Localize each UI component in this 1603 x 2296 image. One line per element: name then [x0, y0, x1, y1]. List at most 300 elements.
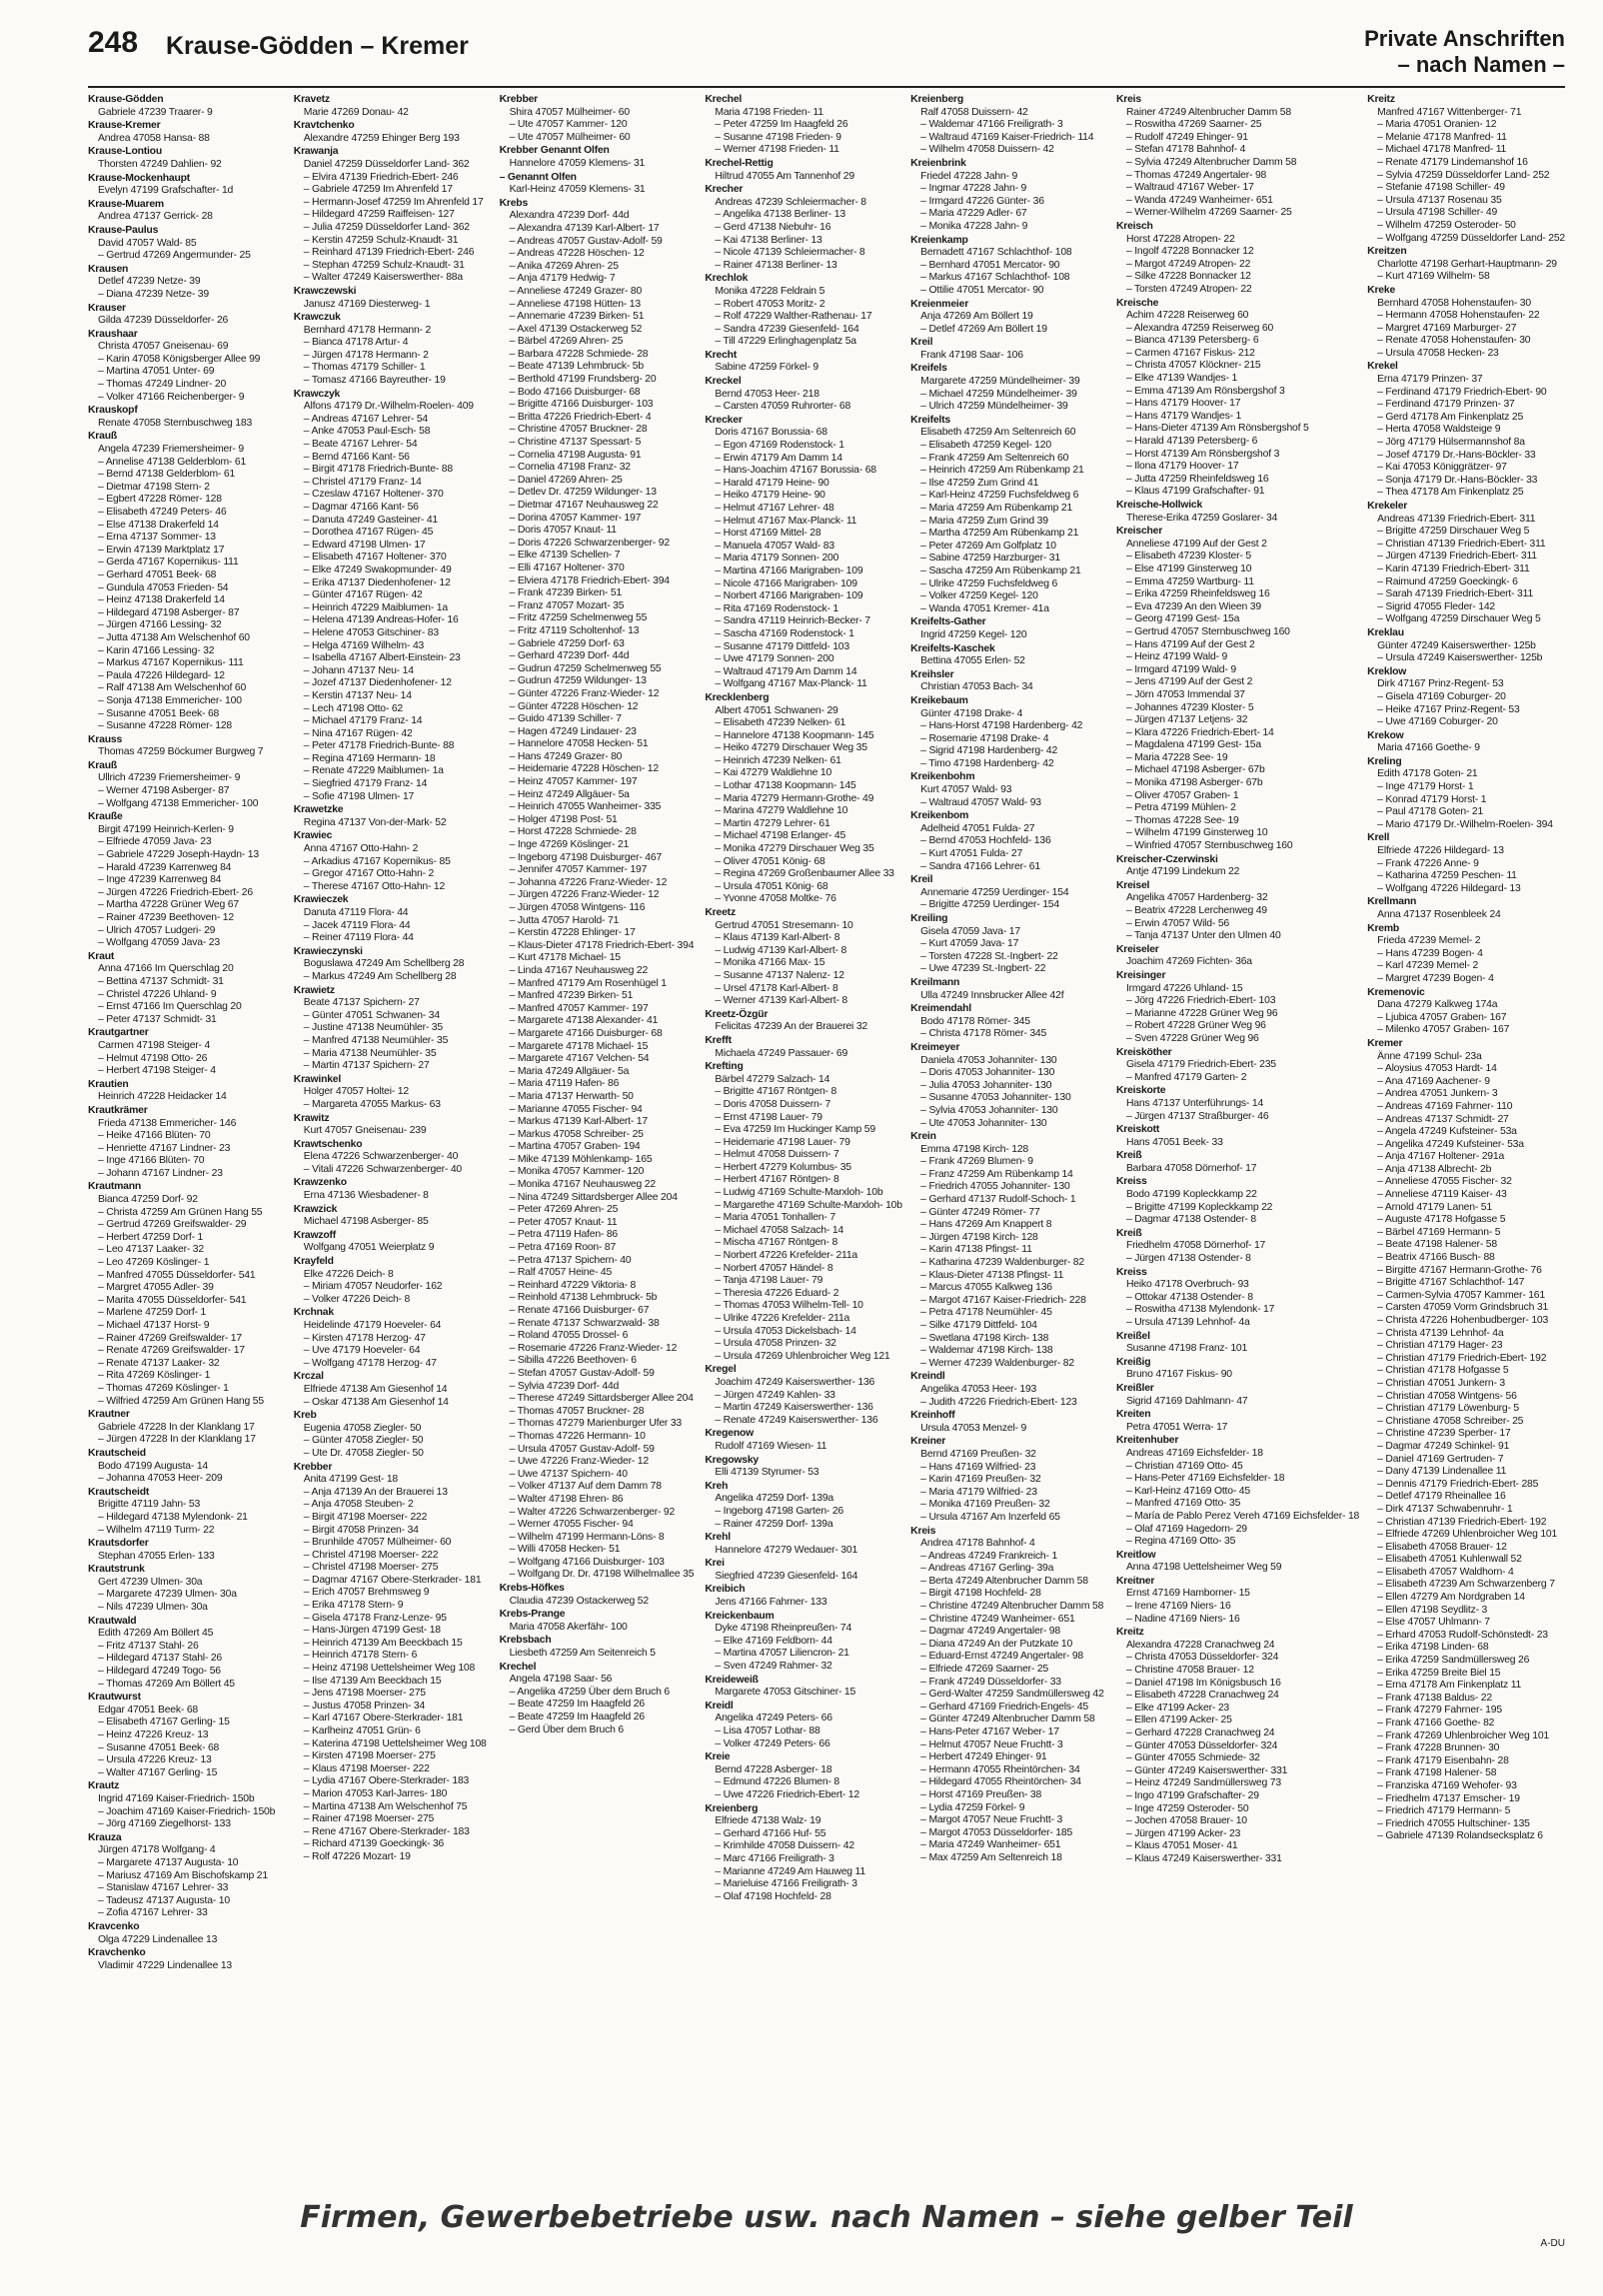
directory-entry — [910, 1371, 1108, 1409]
entry-line: – Sandra 47119 Heinrich-Becker- 7 — [715, 615, 870, 627]
entry-surname: Kreißel — [1115, 1330, 1150, 1342]
entry-line: – Hans 47179 Wandjes- 1 — [1125, 410, 1242, 422]
entry-line: – Roswitha 47269 Saarner- 25 — [1125, 119, 1262, 131]
entry-line: – Werner 47198 Asberger- 87 — [98, 785, 230, 797]
entry-line: – Reiner 47119 Flora- 44 — [303, 932, 414, 944]
entry-line: Alexandra 47228 Cranachweg 24 — [1125, 1639, 1275, 1651]
entry-line: – Rainer 47138 Berliner- 13 — [715, 259, 837, 271]
entry-line: – Uwe 47169 Coburger- 20 — [1377, 716, 1498, 728]
entry-line: – Jürgen 47228 In der Klanklang 17 — [98, 1434, 256, 1446]
entry-line: Heidelinde 47179 Hoeveler- 64 — [303, 1320, 442, 1331]
entry-line: – Gerd-Walter 47259 Sandmüllersweg 42 — [920, 1689, 1104, 1701]
entry-line: – Maria 47259 Am Rübenkamp 21 — [920, 503, 1073, 514]
entry-line: – Erika 47259 Breite Biel 15 — [1377, 1667, 1501, 1679]
entry-line: – Raimund 47259 Goeckingk- 6 — [1377, 575, 1518, 587]
entry-line: – Karlheinz 47051 Grün- 6 — [303, 1725, 421, 1736]
entry-line: – Uve 47179 Hoeveler- 64 — [303, 1345, 421, 1357]
entry-line: – Bernd 47166 Kant- 56 — [303, 451, 410, 463]
entry-line: – Manuela 47057 Wald- 83 — [715, 540, 834, 552]
entry-line: – Ursel 47178 Karl-Albert- 8 — [715, 982, 838, 994]
entry-line: – Susanne 47228 Römer- 128 — [98, 720, 233, 732]
entry-line: – Elisabeth 47239 Nelken- 61 — [715, 717, 846, 729]
entry-line: – Leo 47137 Laaker- 32 — [98, 1244, 204, 1256]
entry-line: Ingrid 47169 Kaiser-Friedrich- 150b — [98, 1792, 255, 1804]
directory-entry — [910, 643, 1108, 668]
entry-line: – Theresia 47226 Eduard- 2 — [715, 1287, 839, 1299]
entry-surname: Krauser — [88, 302, 126, 314]
entry-line: – Wolfgang Dr. Dr. 47198 Wilhelmallee 35 — [509, 1569, 695, 1581]
entry-line: – Lech 47198 Otto- 62 — [303, 702, 403, 714]
directory-entry — [294, 120, 492, 145]
entry-line: – Marianne 47249 Am Hauweg 11 — [715, 1865, 865, 1877]
entry-line: – Wanda 47051 Kremer- 41a — [920, 602, 1049, 614]
page-footer — [88, 2194, 1565, 2254]
entry-line: – Inge 47239 Karrenweg 84 — [98, 874, 222, 886]
entry-line: – Marianne 47228 Grüner Weg 96 — [1125, 1007, 1278, 1019]
entry-line: – Sandra 47239 Giesenfeld- 164 — [715, 323, 859, 335]
entry-line: Daniel 47259 Düsseldorfer Land- 362 — [303, 158, 470, 170]
entry-surname: Kreischer-Czerwinski — [1115, 853, 1218, 865]
entry-line: – Karl 47167 Obere-Sterkrader- 181 — [303, 1713, 464, 1724]
entry-surname: Krchnak — [293, 1307, 334, 1319]
entry-line: – Vitali 47226 Schwarzenberger- 40 — [303, 1163, 462, 1175]
directory-entry — [1116, 854, 1359, 879]
entry-line: – Ingmar 47228 Jahn- 9 — [920, 183, 1027, 195]
entry-line: – Emma 47139 Am Rönsbergshof 3 — [1125, 385, 1285, 397]
entry-surname: Krechel — [499, 1661, 537, 1673]
entry-line: – Hans 47169 Wilfried- 23 — [920, 1461, 1036, 1473]
entry-line: Kurt 47057 Gneisenau- 239 — [303, 1125, 427, 1137]
entry-line: – Detlef 47179 Rheinallee 16 — [1377, 1491, 1506, 1503]
entry-line: – Günter 47228 Höschen- 12 — [509, 700, 639, 712]
entry-line: – Reinhard 47229 Viktoria- 8 — [509, 1279, 637, 1291]
entry-line: Joachim 47269 Fichten- 36a — [1125, 956, 1252, 968]
directory-entry — [705, 273, 902, 349]
entry-line: – Martina 47166 Marigraben- 109 — [715, 565, 863, 576]
directory-entry — [88, 431, 286, 732]
entry-surname: Kraushaar — [88, 328, 138, 340]
entry-line: – Cornelia 47198 Franz- 32 — [509, 462, 631, 474]
entry-line: – Mischa 47167 Röntgen- 8 — [715, 1237, 838, 1249]
directory-entry — [705, 1481, 902, 1531]
entry-line: – Berta 47249 Altenbrucher Damm 58 — [920, 1575, 1088, 1587]
entry-line: – Heinrich 47259 Am Rübenkamp 21 — [920, 465, 1084, 477]
entry-line: – Thomas 47249 Lindner- 20 — [98, 379, 227, 391]
entry-line: Michaela 47249 Passauer- 69 — [715, 1047, 848, 1059]
entry-line: – Elisabeth 47239 Am Schwarzenberg 7 — [1377, 1579, 1555, 1591]
entry-line: Ulla 47249 Innsbrucker Allee 42f — [920, 989, 1064, 1001]
entry-line: – Ingolf 47228 Bonnacker 12 — [1125, 246, 1254, 258]
entry-line: – Justus 47058 Prinzen- 34 — [303, 1700, 426, 1712]
entry-surname: Kreilmann — [910, 976, 960, 988]
entry-line: – Wolfgang 47059 Java- 23 — [98, 937, 220, 949]
entry-line: – Gregor 47167 Otto-Hahn- 2 — [303, 868, 435, 880]
entry-surname: Kremer — [1367, 1037, 1403, 1049]
entry-line: – Gerhard 47166 Huf- 55 — [715, 1827, 826, 1839]
entry-line: – Gabriele 47139 Rolandsecksplatz 6 — [1377, 1830, 1543, 1842]
entry-surname: Krechel — [705, 94, 743, 105]
entry-line: – Renate 47058 Hohenstaufen- 30 — [1377, 335, 1531, 347]
entry-line: – Ursula 47167 Am Inzerfeld 65 — [920, 1511, 1060, 1523]
entry-line: – Franz 47057 Mozart- 35 — [509, 599, 625, 611]
entry-line: – Inge 47269 Köslinger- 21 — [509, 839, 630, 851]
entry-line: – Melanie 47178 Manfred- 11 — [1377, 131, 1507, 143]
entry-line: – Jürgen 47137 Straßburger- 46 — [1125, 1110, 1269, 1122]
entry-line: – Hildegard 47055 Rheintörchen- 34 — [920, 1776, 1081, 1788]
directory-entry — [705, 907, 902, 1008]
entry-line: – Hans 47239 Bogen- 4 — [1377, 947, 1483, 959]
directory-entry — [910, 94, 1108, 157]
entry-line: – Erna 47137 Sommer- 13 — [98, 532, 216, 544]
entry-line: – Elisabeth 47167 Gerling- 15 — [98, 1717, 230, 1728]
directory-entry — [705, 1584, 902, 1609]
entry-line: – Margret 47055 Adler- 39 — [98, 1282, 214, 1294]
entry-line: – Willi 47058 Hecken- 51 — [509, 1544, 621, 1556]
entry-line: – Beate 47259 Im Haagfeld 26 — [509, 1712, 645, 1722]
entry-surname: Kreie — [705, 1751, 731, 1763]
entry-line: – Rene 47167 Obere-Sterkrader- 183 — [303, 1825, 470, 1837]
entry-line: Bernadett 47167 Schlachthof- 108 — [920, 247, 1072, 259]
entry-line: – Susanne 47051 Beek- 68 — [98, 707, 220, 719]
directory-entry — [1367, 246, 1565, 284]
entry-line: Christian 47053 Bach- 34 — [920, 681, 1033, 693]
entry-line: Boguslawa 47249 Am Schellberg 28 — [303, 958, 465, 970]
entry-line: – Jörg 47179 Hülsermannshof 8a — [1377, 437, 1525, 449]
entry-line: – Horst 47139 Am Rönsbergshof 3 — [1125, 448, 1280, 460]
entry-line: – Annelise 47138 Gelderblom- 61 — [98, 456, 247, 468]
entry-line: Frieda 47138 Emmericher- 146 — [98, 1117, 237, 1129]
entry-line: – Renate 47269 Greifswalder- 17 — [98, 1345, 245, 1357]
entry-line: Angelika 47259 Dorf- 139a — [715, 1493, 833, 1505]
entry-line: – Johanna 47226 Franz-Wieder- 12 — [509, 876, 668, 888]
entry-surname: Krautz — [88, 1780, 120, 1792]
entry-line: – Annemarie 47239 Birken- 51 — [509, 311, 645, 323]
entry-line: – Wilfried 47259 Am Grünen Hang 55 — [98, 1395, 264, 1407]
entry-line: – Wilhelm 47119 Turm- 22 — [98, 1524, 215, 1536]
entry-line: Christa 47057 Gneisenau- 69 — [98, 341, 229, 353]
entry-line: – Martin 47279 Lehrer- 61 — [715, 817, 830, 829]
entry-line: – Paula 47226 Hildegard- 12 — [98, 669, 225, 681]
entry-line: – Wolfgang 47259 Dirschauer Weg 5 — [1377, 613, 1541, 625]
entry-line: – Christian 47179 Hager- 23 — [1377, 1340, 1503, 1352]
entry-line: Danuta 47119 Flora- 44 — [303, 907, 409, 918]
entry-line: – Martin 47249 Kaiserswerther- 136 — [715, 1402, 873, 1414]
entry-line: – Ingo 47199 Grafschafter- 29 — [1125, 1789, 1259, 1801]
entry-line: – Waldemar 47198 Kirch- 138 — [920, 1345, 1053, 1357]
entry-line: – Frank 47279 Fahrner- 195 — [1377, 1705, 1502, 1717]
entry-line: – Stanislaw 47167 Lehrer- 33 — [98, 1882, 229, 1894]
entry-line: – Wolfgang 47166 Duisburger- 103 — [509, 1556, 665, 1568]
entry-line: Thorsten 47249 Dahlien- 92 — [98, 158, 222, 170]
entry-line: Bärbel 47279 Salzach- 14 — [715, 1073, 830, 1085]
entry-line: – Carsten 47059 Vorm Grindsbruch 31 — [1377, 1302, 1549, 1314]
entry-line: – Ursula 47057 Gustav-Adolf- 59 — [509, 1443, 655, 1455]
entry-line: – Gabriele 47259 Im Ahrenfeld 17 — [303, 184, 453, 196]
entry-line: – Judith 47226 Friedrich-Ebert- 123 — [920, 1396, 1077, 1408]
entry-surname: Kreklow — [1367, 665, 1407, 677]
entry-line: Edgar 47051 Beek- 68 — [98, 1704, 198, 1716]
entry-surname: Kreienberg — [910, 94, 964, 105]
entry-line: – Tadeusz 47137 Augusta- 10 — [98, 1894, 230, 1906]
directory-entry — [705, 1558, 902, 1583]
entry-line: Manfred 47167 Wittenberger- 71 — [1377, 106, 1522, 118]
entry-line: – Eva 47239 An den Wieen 39 — [1125, 600, 1261, 612]
entry-line: – Helene 47053 Gitschiner- 83 — [303, 626, 439, 638]
entry-line: – Werner 47239 Waldenburger- 82 — [920, 1357, 1074, 1369]
entry-line: – Werner 47198 Frieden- 11 — [715, 144, 839, 156]
entry-line: – Edward 47198 Ulmen- 17 — [303, 539, 426, 551]
entry-line: – Norbert 47226 Krefelder- 211a — [715, 1250, 858, 1262]
entry-line: – Thomas 47269 Köslinger- 1 — [98, 1382, 229, 1394]
entry-line: – Christian 47051 Junkern- 3 — [1377, 1377, 1505, 1389]
entry-surname: Kreke — [1367, 284, 1396, 296]
entry-line: – Elisabeth 47057 Waldhorn- 4 — [1377, 1566, 1514, 1578]
entry-line: – Susanne 47198 Frieden- 9 — [715, 131, 841, 143]
entry-line: – Kurt 47178 Michael- 15 — [509, 952, 621, 964]
entry-line: – Katharina 47259 Peschen- 11 — [1377, 870, 1517, 882]
entry-line: – Ljubica 47057 Graben- 167 — [1377, 1011, 1507, 1023]
entry-line: – Elfriede 47269 Uhlenbroicher Weg 101 — [1377, 1529, 1558, 1541]
entry-line: – Kerstin 47137 Neu- 14 — [303, 689, 412, 701]
entry-line: – Egbert 47228 Römer- 128 — [98, 494, 222, 506]
entry-line: – Susanne 47179 Dittfeld- 103 — [715, 640, 849, 652]
entry-line: – Ursula 47058 Hecken- 23 — [1377, 347, 1499, 359]
entry-line: – Ursula 47139 Lehnhof- 4a — [1125, 1317, 1250, 1328]
entry-line: – Rosemarie 47198 Drake- 4 — [920, 732, 1049, 744]
entry-line: Monika 47228 Feldrain 5 — [715, 285, 825, 297]
entry-line: – Gerhard 47051 Beek- 68 — [98, 569, 217, 580]
directory-entry — [294, 985, 492, 1073]
entry-line: – Erika 47259 Sandmüllersweg 26 — [1377, 1655, 1530, 1667]
entry-line: – Kirsten 47178 Herzog- 47 — [303, 1332, 426, 1344]
entry-surname: Kreiten — [1115, 1409, 1151, 1421]
entry-surname: Kregowsky — [705, 1454, 760, 1466]
entry-surname: Krause-Lontiou — [88, 146, 162, 158]
entry-surname: Kremb — [1367, 922, 1400, 934]
entry-surname: Kreiß — [1115, 1227, 1142, 1239]
directory-entry — [500, 145, 698, 170]
entry-surname: Krebs-Höfkes — [499, 1583, 565, 1595]
directory-column — [1367, 94, 1565, 2182]
entry-line: – Peter 47269 Am Golfplatz 10 — [920, 540, 1056, 552]
entry-line: – Britta 47226 Friedrich-Ebert- 4 — [509, 411, 652, 423]
entry-line: Karl-Heinz 47059 Klemens- 31 — [509, 184, 646, 196]
entry-line: – Sibilla 47226 Beethoven- 6 — [509, 1355, 637, 1367]
directory-entry — [294, 1230, 492, 1255]
entry-line: – Norbert 47057 Händel- 8 — [715, 1262, 833, 1274]
directory-entry — [88, 329, 286, 405]
entry-line: – Maria 47259 Zum Grind 39 — [920, 515, 1048, 527]
entry-line: Änne 47199 Schul- 23a — [1377, 1050, 1482, 1062]
entry-line: – Angela 47249 Kufsteiner- 53a — [1377, 1126, 1517, 1138]
entry-line: – Marianne 47055 Fischer- 94 — [509, 1103, 643, 1115]
entry-line: – Christel 47198 Moerser- 275 — [303, 1562, 439, 1574]
entry-line: – Heinrich 47239 Nelken- 61 — [715, 754, 841, 766]
entry-surname: Kreisinger — [1115, 969, 1166, 981]
entry-surname: Kregenow — [705, 1428, 755, 1440]
entry-line: – Peter 47259 Im Haagfeld 26 — [715, 119, 848, 131]
entry-line: – Nina 47167 Rügen- 42 — [303, 727, 413, 739]
entry-surname: Kreil — [910, 337, 933, 349]
entry-line: Günter 47249 Kaiserswerther- 125b — [1377, 639, 1536, 651]
entry-line: – Aloysius 47053 Hardt- 14 — [1377, 1063, 1497, 1075]
entry-line: Alfons 47179 Dr.-Wilhelm-Roelen- 409 — [303, 401, 474, 413]
entry-line: – Anja 47058 Steuben- 2 — [303, 1499, 414, 1511]
entry-line: – Uwe 47226 Friedrich-Ebert- 12 — [715, 1788, 859, 1800]
entry-line: – Karl-Heinz 47259 Fuchsfeldweg 6 — [920, 490, 1079, 502]
directory-entry — [88, 264, 286, 302]
entry-line: – Jürgen 47249 Kahlen- 33 — [715, 1389, 835, 1401]
entry-surname: Krautscheidt — [88, 1486, 150, 1498]
entry-line: – Maria 47229 Adler- 67 — [920, 208, 1027, 220]
entry-line: – Doris 47053 Johanniter- 130 — [920, 1067, 1055, 1079]
directory-entry — [705, 1035, 902, 1060]
entry-line: – Thomas 47269 Am Böllert 45 — [98, 1678, 235, 1690]
entry-line: – Martin 47137 Spichern- 27 — [303, 1060, 430, 1072]
directory-entry — [910, 810, 1108, 873]
entry-line: – Friedhelm 47137 Emscher- 19 — [1377, 1792, 1520, 1804]
entry-line: – Else 47057 Uhlmann- 7 — [1377, 1617, 1490, 1629]
entry-line: – Frank 47269 Blumen- 9 — [920, 1156, 1033, 1168]
entry-line: – Beate 47198 Halener- 58 — [1377, 1239, 1497, 1251]
directory-entry — [88, 303, 286, 328]
entry-line: Gertrud 47051 Stresemann- 10 — [715, 919, 853, 931]
entry-line: – Irmgard 47226 Günter- 36 — [920, 195, 1044, 207]
entry-line: – Hildegard 47259 Raiffeisen- 127 — [303, 209, 455, 221]
entry-line: – Ursula 47226 Kreuz- 13 — [98, 1754, 212, 1766]
directory-entry — [88, 1448, 286, 1486]
directory-entry — [910, 1526, 1108, 1865]
entry-line: – Carsten 47059 Ruhrorter- 68 — [715, 401, 851, 413]
directory-entry — [88, 1079, 286, 1104]
entry-line: – Marita 47055 Düsseldorfer- 541 — [98, 1294, 247, 1306]
entry-line: – Kurt 47059 Java- 17 — [920, 938, 1019, 950]
entry-line: – Egon 47169 Rodenstock- 1 — [715, 440, 844, 452]
entry-line: – Sylvia 47053 Johanniter- 130 — [920, 1104, 1058, 1116]
directory-entry — [88, 1692, 286, 1779]
entry-line: – Jürgen 47198 Kirch- 128 — [920, 1231, 1038, 1243]
entry-surname: Krautsdorfer — [88, 1538, 149, 1550]
directory-entry — [705, 1061, 902, 1363]
entry-surname: Kreischer — [1115, 526, 1163, 538]
entry-line: – Magdalena 47199 Gest- 15a — [1125, 739, 1261, 751]
directory-entry — [88, 1538, 286, 1563]
entry-line: – Thomas 47057 Bruckner- 28 — [509, 1405, 645, 1417]
entry-line: – Elli 47167 Holtener- 370 — [509, 562, 625, 574]
entry-line: – Dorina 47057 Kammer- 197 — [509, 512, 642, 524]
entry-line: – Manfred 47138 Neumühler- 35 — [303, 1034, 449, 1046]
directory-entry — [294, 1113, 492, 1138]
directory-entry — [910, 669, 1108, 694]
entry-line: – Frank 47198 Halener- 58 — [1377, 1767, 1497, 1779]
entry-line: – Paul 47178 Goten- 21 — [1377, 806, 1484, 818]
entry-surname: Krebber — [293, 1461, 333, 1473]
entry-line: – Ellen 47199 Acker- 25 — [1125, 1715, 1232, 1726]
directory-entry — [910, 1131, 1108, 1370]
entry-surname: Krekel — [1367, 361, 1398, 373]
entry-line: – Margot 47053 Düsseldorfer- 185 — [920, 1826, 1073, 1838]
entry-line: – Daniel 47269 Ahren- 25 — [509, 474, 623, 486]
entry-line: – Hans-Horst 47198 Hardenberg- 42 — [920, 720, 1083, 732]
entry-line: Hans 47137 Unterführungs- 14 — [1125, 1097, 1264, 1109]
entry-line: – Thomas 47179 Schiller- 1 — [303, 362, 426, 374]
directory-entry — [910, 771, 1108, 809]
entry-line: – Erwin 47179 Am Damm 14 — [715, 452, 842, 464]
directory-entry — [910, 695, 1108, 771]
directory-entry — [500, 172, 698, 197]
entry-surname: Kreifelts — [910, 414, 950, 426]
entry-surname: Kreitz — [1367, 94, 1395, 105]
entry-line: – Elke 47249 Swakopmunder- 49 — [303, 564, 452, 575]
entry-surname: Kreis — [910, 1525, 936, 1537]
entry-line: – Birgit 47058 Prinzen- 34 — [303, 1524, 419, 1536]
entry-line: Annemarie 47259 Uerdinger- 154 — [920, 886, 1069, 898]
entry-line: – Inge 47259 Osteroder- 50 — [1125, 1802, 1249, 1814]
entry-line: Hannelore 47279 Wedauer- 301 — [715, 1544, 858, 1556]
entry-line: – Wolfgang 47226 Hildegard- 13 — [1377, 882, 1521, 894]
entry-line: – Hans-Dieter 47139 Am Rönsbergshof 5 — [1125, 423, 1309, 435]
entry-line: – Elisabeth 47249 Peters- 46 — [98, 507, 227, 518]
entry-line: Petra 47051 Werra- 17 — [1125, 1421, 1228, 1433]
entry-line: – Elisabeth 47259 Kegel- 120 — [920, 440, 1051, 452]
entry-line: – Monika 47167 Neuhausweg 22 — [509, 1179, 656, 1191]
directory-entry — [705, 692, 902, 906]
entry-line: – Christine 47057 Bruckner- 28 — [509, 424, 648, 436]
entry-line: Stephan 47055 Erlen- 133 — [98, 1550, 215, 1562]
entry-line: – Wolfgang 47138 Emmericher- 100 — [98, 797, 259, 809]
entry-surname: Kreideweiß — [705, 1674, 759, 1686]
directory-column — [1116, 94, 1359, 2182]
entry-line: – Heidemarie 47198 Lauer- 79 — [715, 1136, 850, 1148]
directory-entry — [1367, 666, 1565, 729]
entry-surname: Kreiner — [910, 1436, 946, 1448]
entry-line: – Maria 47228 See- 19 — [1125, 751, 1228, 763]
entry-line: – Brigitte 47259 Dirschauer Weg 5 — [1377, 526, 1530, 538]
entry-line: – Christel 47226 Uhland- 9 — [98, 988, 217, 1000]
entry-line: – Markus 47139 Karl-Albert- 17 — [509, 1116, 648, 1128]
entry-surname: Kreetz — [705, 907, 736, 918]
entry-line: – Nadine 47169 Niers- 16 — [1125, 1613, 1240, 1625]
directory-entry — [88, 1409, 286, 1447]
entry-line: – Andreas 47169 Fahrner- 110 — [1377, 1100, 1513, 1112]
entry-line: – Kerstin 47259 Schulz-Knaudt- 31 — [303, 234, 459, 246]
entry-surname: Krawetzke — [293, 804, 344, 816]
entry-surname: Kreißler — [1115, 1382, 1154, 1394]
entry-line: – Karl 47239 Memel- 2 — [1377, 960, 1479, 972]
entry-line: – Maria 47179 Sonnen- 200 — [715, 553, 839, 565]
entry-surname: Krehl — [705, 1532, 731, 1544]
entry-line: Bernd 47169 Preußen- 32 — [920, 1448, 1036, 1460]
entry-line: – Irmgard 47199 Wald- 9 — [1125, 663, 1236, 675]
directory-entry — [88, 1947, 286, 1972]
entry-line: – Beatrix 47228 Lerchenweg 49 — [1125, 905, 1267, 916]
entry-line: – Hermann-Josef 47259 Im Ahrenfeld 17 — [303, 196, 484, 208]
entry-line: Michael 47198 Asberger- 85 — [303, 1216, 429, 1228]
directory-entry — [500, 198, 698, 1582]
entry-line: – Klara 47226 Friedrich-Ebert- 14 — [1125, 726, 1274, 738]
entry-line: – Karin 47169 Preußen- 32 — [920, 1474, 1041, 1486]
entry-line: Anna 47166 Im Querschlag 20 — [98, 963, 234, 975]
entry-line: – Margarete 47138 Alexander- 41 — [509, 1015, 659, 1027]
entry-line: – Walter 47226 Schwarzenberger- 92 — [509, 1506, 676, 1518]
entry-line: – Manfred 47169 Otto- 35 — [1125, 1498, 1241, 1510]
entry-line: – Jennifer 47057 Kammer- 197 — [509, 864, 648, 876]
entry-line: – Sonja 47138 Emmericher- 100 — [98, 694, 242, 706]
entry-line: – Arkadius 47167 Kopernikus- 85 — [303, 855, 451, 867]
entry-line: – Leo 47269 Köslinger- 1 — [98, 1257, 210, 1269]
entry-line: – Czeslaw 47167 Holtener- 370 — [303, 489, 444, 501]
entry-line: – Monika 47228 Jahn- 9 — [920, 220, 1028, 232]
